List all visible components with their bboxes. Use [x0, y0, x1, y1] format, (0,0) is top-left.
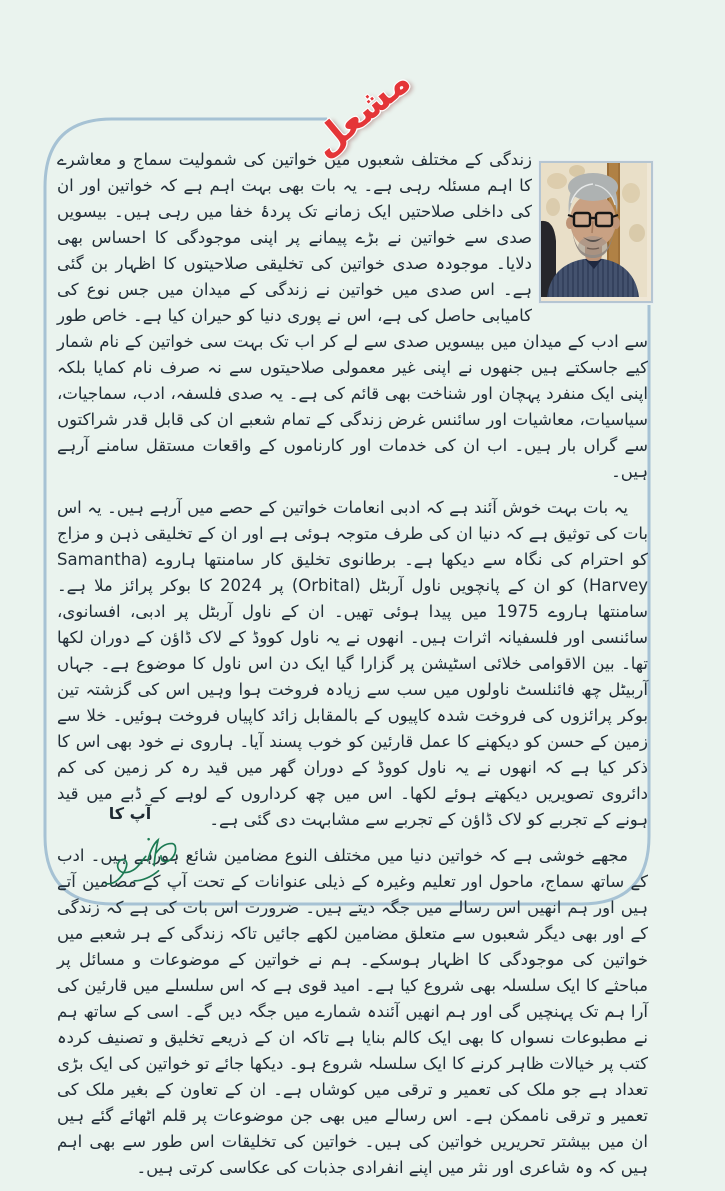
editorial-paragraph: یہ بات بہت خوش آئند ہے کہ ادبی انعامات خواتین کے حصے میں آرہے ہیں۔ یہ اس بات کی توثیق ہے کہ دنیا ان کی طرف متوجہ ہوئی ہے اور ان کے تخلیقی ذہن و مزاج کو احترام کی نگاہ سے دیکھا ہے۔ برطانوی تخلیق کار سامنتھا ہاروے (Samantha Harvey) کو ان کے پانچویں ناول آربٹل (Orbital) پر 2024 کا بوکر پرائز ملا ہے۔ سامنتھا ہاروے 1975 میں پیدا ہوئی تھیں۔ ان کے ناول آربٹل پر ادبی، افسانوی، سائنسی اور فلسفیانہ اثرات ہیں۔ انھوں نے یہ ناول کووڈ کے لاک ڈاؤن کے دوران لکھا تھا۔ بین الاقوامی خلائی اسٹیشن پر گزارا گیا ایک دن اس ناول کا موضوع ہے۔ جہاں آربیٹل چھ فائنلسٹ ناولوں میں سب سے زیادہ فروخت ہوا وہیں اس کی گزشتہ تین بوکر پرائزوں کی فروخت شدہ کاپیوں کے بالمقابل زائد کاپیاں فروخت ہوئیں۔ خلا سے زمین کے حسن کو دیکھنے کا عمل قارئین کو خوب پسند آیا۔ ہاروی نے خود بھی اس کا ذکر کیا ہے کہ انھوں نے یہ ناول کووڈ کے دوران گھر میں قید رہ کر زمین کی کم دائروی تصویریں دیکھتے ہوئے لکھا۔ اس میں چھ کرداروں کے لوہے کے ڈبے میں قید ہونے کے تجربے کو لاک ڈاؤن کے تجربے سے مشابہت دی گئی ہے۔	[57, 498, 649, 829]
editorial-text	[57, 147, 648, 1191]
editorial-paragraph: زندگی کے مختلف شعبوں میں خواتین کی شمولیت سماج و معاشرے کا اہم مسئلہ رہی ہے۔ یہ بات بھی بہت اہم ہے کہ خواتین اور ان کی داخلی صلاحتیں ایک زمانے تک پردۂ خفا میں رہی ہیں۔ بیسویں صدی سے خواتین نے بڑے پیمانے پر اپنی موجودگی کا احساس بھی دلایا۔ موجودہ صدی خواتین کی تخلیقی صلاحیتوں کا اظہار بن گئی ہے۔ اس صدی میں خواتین نے زندگی کے میدان میں جس نوع کی کامیابی حاصل کی ہے، اس نے پوری دنیا کو حیران کیا ہے۔ خاص طور سے ادب کے میدان میں بیسویں صدی سے لے کر اب تک بہت سی خواتین کے نام شمار کیے جاسکتے ہیں جنھوں نے اپنی غیر معمولی صلاحیتوں سے نہ صرف نام کمایا بلکہ اپنی ایک منفرد پہچان اور شناخت بھی قائم کی ہے۔ یہ صدی فلسفہ، ادب، سماجیات، سیاسیات، معاشیات اور سائنس غرض زندگی کے تمام شعبے ان کی قابل قدر شراکتوں سے گراں بار ہیں۔ اب ان کی خدمات اور کارناموں کے واقعات مستقل سامنے آرہے ہیں۔	[57, 150, 648, 481]
editor-signature	[94, 834, 194, 890]
editorial-paragraph: مجھے خوشی ہے کہ خواتین دنیا میں مختلف النوع مضامین شائع ہورہے ہیں۔ ادب کے ساتھ سماج، ماحول اور تعلیم وغیرہ کے ذیلی عنوانات کے تحت آپ کے مضامین آتے ہیں اور ہم انھیں اس رسالے میں جگہ دیتے ہیں۔ ضرورت اس بات کی ہے کہ زندگی کے اور بھی دیگر شعبوں سے متعلق مضامین لکھے جائیں تاکہ زندگی کے ہر شعبے میں خواتین کی موجودگی کا اظہار ہوسکے۔ ہم نے خواتین کے موضوعات و مسائل پر مباحثے کا ایک سلسلہ بھی شروع کیا ہے۔ امید قوی ہے کہ اس سلسلے میں قارئین کی آرا ہم تک پہنچیں گی اور ہم انھیں آئندہ شمارے میں جگہ دیں گے۔ اسی کے ساتھ ہم نے مطبوعات نسواں کا بھی ایک کالم بنایا ہے تاکہ ان کے ذریعے تخلیق و تصنیف کردہ کتب پر خیالات ظاہر کرنے کا ایک سلسلہ شروع ہو۔ دیکھا جائے تو خواتین کی ایک بڑی تعداد ہے جو ملک کی تعمیر و ترقی میں کوشاں ہے۔ ان کے تعاون کے بغیر ملک کی تعمیر و ترقی ناممکن ہے۔ اس رسالے میں بھی جن موضوعات پر قلم اٹھائے گئے ہیں ان میں بیشتر تحریریں خواتین کی ہیں۔ خواتین کی تخلیقات اس طور سے بھی اہم ہیں کہ وہ شاعری اور نثر میں اپنے انفرادی جذبات کی عکاسی کرتی ہیں۔	[57, 846, 648, 1177]
magazine-masthead-title: مشعل	[303, 59, 419, 166]
photo-text-wrap-spacer	[532, 147, 648, 305]
closing-salutation: آپ کا	[108, 804, 152, 823]
